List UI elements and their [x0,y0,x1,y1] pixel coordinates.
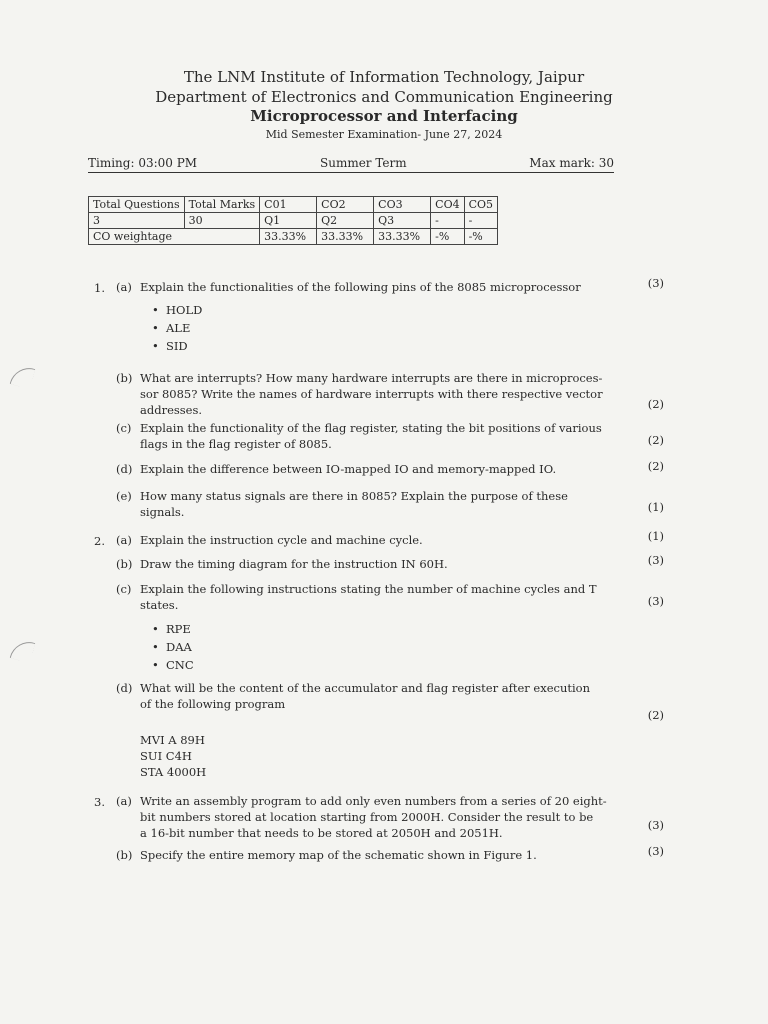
marks: (2) [647,397,664,411]
table-cell: Q1 [260,213,317,229]
table-cell: CO2 [317,197,374,213]
question-1c [116,420,616,452]
table-row [89,197,498,213]
term: Summer Term [320,156,407,170]
table-cell: C01 [260,197,317,213]
list-item: • RPE [152,620,194,638]
question-1b [116,370,616,418]
question-number: 1. [94,281,105,295]
list-item: • DAA [152,638,194,656]
exam-info-bar [88,154,614,173]
question-text: How many status signals are there in 8085? Explain the purpose of these [140,489,568,503]
list-item: • ALE [152,319,202,337]
table-cell: 3 [89,213,185,229]
question-2a [116,532,616,548]
code-line: SUI C4H [140,749,192,763]
question-text: a 16-bit number that needs to be stored at 2050H and 2051H. [140,826,503,840]
marks: (3) [647,276,664,290]
table-cell: CO5 [464,197,497,213]
question-1e [116,488,616,520]
part-label: (d) [116,462,133,476]
question-text: signals. [140,505,185,519]
max-mark: Max mark: 30 [529,156,614,170]
punch-hole-mark [10,638,36,664]
list-item: • HOLD [152,301,202,319]
table-cell: Total Questions [89,197,185,213]
part-label: (a) [116,280,132,294]
marks: (3) [647,844,664,858]
question-text: Explain the functionalities of the following pins of the 8085 microprocessor [140,280,581,294]
table-cell: 33.33% [317,229,374,245]
question-text: Explain the following instructions stating the number of machine cycles and T [140,582,597,596]
question-text: Explain the functionality of the flag register, stating the bit positions of various [140,421,602,435]
marks: (3) [647,553,664,567]
marks: (1) [647,500,664,514]
table-cell: Total Marks [184,197,260,213]
question-text: addresses. [140,403,203,417]
table-cell: CO3 [374,197,431,213]
question-text: of the following program [140,697,286,711]
table-cell: CO weightage [89,229,260,245]
co-table [88,196,498,245]
question-number: 2. [94,534,105,548]
table-cell: Q2 [317,213,374,229]
part-label: (c) [116,421,132,435]
marks: (3) [647,818,664,832]
part-label: (e) [116,489,132,503]
part-label: (a) [116,794,132,808]
marks: (3) [647,594,664,608]
question-text: states. [140,598,179,612]
department-name: Department of Electronics and Communication Engineering [155,88,613,106]
code-block [140,732,206,780]
part-label: (b) [116,848,133,862]
table-cell: -% [431,229,464,245]
list-item: • CNC [152,656,194,674]
timing: Timing: 03:00 PM [88,156,198,170]
table-cell: - [431,213,464,229]
question-3a [116,793,616,841]
table-cell: 30 [184,213,260,229]
marks: (1) [647,529,664,543]
table-cell: Q3 [374,213,431,229]
punch-hole-mark [10,364,36,390]
table-row [89,229,498,245]
question-text: Explain the difference between IO-mapped IO and memory-mapped IO. [140,462,557,476]
part-label: (b) [116,371,133,385]
part-label: (d) [116,681,133,695]
question-2c [116,581,616,613]
table-cell: -% [464,229,497,245]
question-number: 3. [94,795,105,809]
table-cell: - [464,213,497,229]
course-title: Microprocessor and Interfacing [250,107,518,125]
marks: (2) [647,708,664,722]
question-text: sor 8085? Write the names of hardware interrupts with there respective vector [140,387,603,401]
question-text: bit numbers stored at location starting from 2000H. Consider the result to be [140,810,594,824]
question-1d [116,461,616,477]
part-label: (a) [116,533,132,547]
question-2b [116,556,616,572]
institute-name: The LNM Institute of Information Technology, Jaipur [183,68,585,86]
question-text: Draw the timing diagram for the instruction IN 60H. [140,557,448,571]
table-cell: 33.33% [260,229,317,245]
list-item: • SID [152,337,202,355]
table-cell: 33.33% [374,229,431,245]
question-text: flags in the flag register of 8085. [140,437,332,451]
code-line: STA 4000H [140,765,207,779]
question-text: Explain the instruction cycle and machine cycle. [140,533,423,547]
table-cell: CO4 [431,197,464,213]
question-text: Specify the entire memory map of the schematic shown in Figure 1. [140,848,537,862]
table-row [89,213,498,229]
question-text: What are interrupts? How many hardware interrupts are there in microproces- [140,371,603,385]
bullet-list [152,301,202,355]
question-text: What will be the content of the accumulator and flag register after execution [140,681,591,695]
part-label: (b) [116,557,133,571]
question-2d [116,680,616,712]
bullet-list [152,620,194,674]
part-label: (c) [116,582,132,596]
question-3b [116,847,616,863]
marks: (2) [647,433,664,447]
question-1a [116,279,616,295]
question-text: Write an assembly program to add only even numbers from a series of 20 eight- [140,794,607,808]
marks: (2) [647,459,664,473]
exam-title: Mid Semester Examination- June 27, 2024 [265,128,503,141]
code-line: MVI A 89H [140,733,205,747]
